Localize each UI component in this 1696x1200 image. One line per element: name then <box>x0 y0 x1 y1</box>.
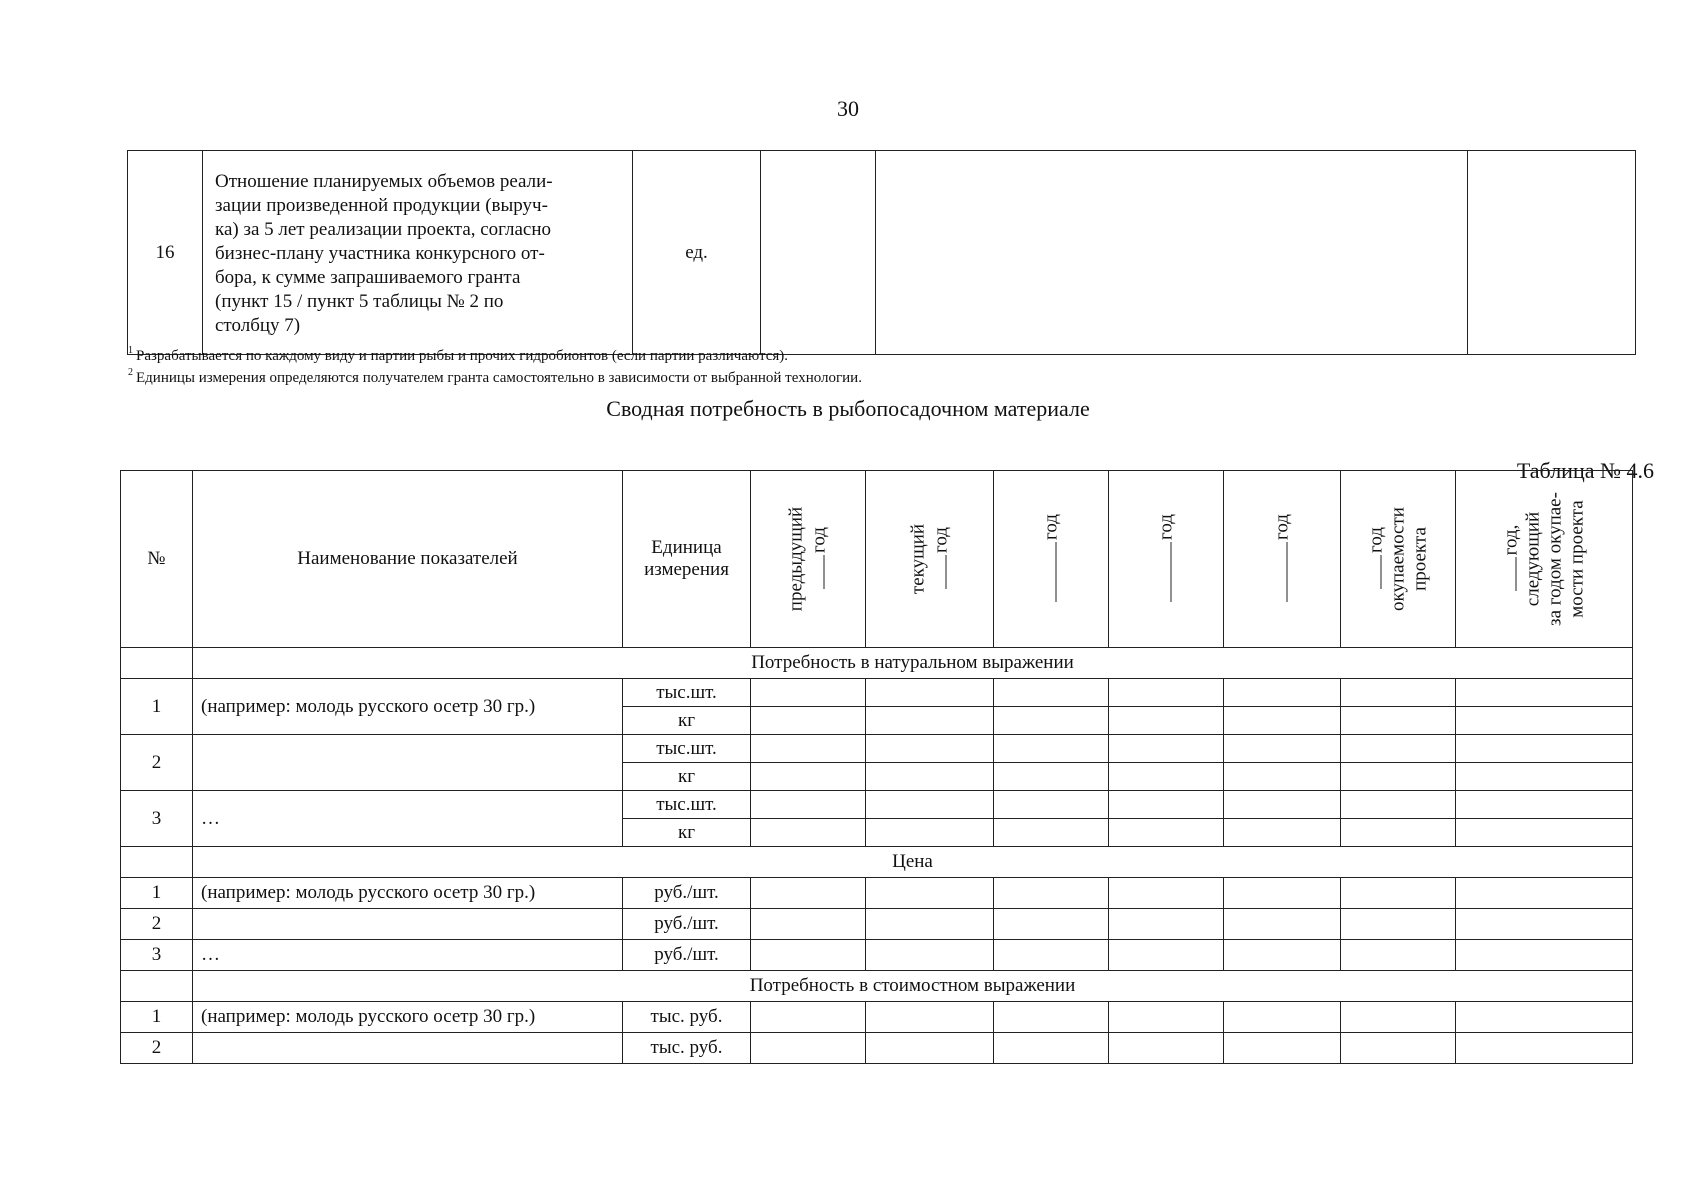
table-row <box>121 679 1633 707</box>
blank-line <box>1365 555 1382 589</box>
value-cell <box>1456 1033 1633 1064</box>
row-number: 16 <box>128 151 203 355</box>
header-text: год <box>808 527 830 553</box>
value-cell <box>751 735 866 763</box>
value-cell <box>1224 1033 1341 1064</box>
row-unit: тыс.шт. <box>623 735 751 763</box>
header-text: год <box>1365 527 1387 553</box>
header-unit <box>623 471 751 648</box>
row-unit: тыс. руб. <box>623 1002 751 1033</box>
header-text: следующий <box>1522 511 1544 607</box>
row-number: 3 <box>121 940 193 971</box>
row-name: … <box>193 791 623 847</box>
value-cell <box>994 878 1109 909</box>
indicator-table-continued <box>127 150 1636 355</box>
header-text: предыдущий <box>785 506 807 612</box>
value-cell <box>866 819 994 847</box>
value-cell <box>1456 909 1633 940</box>
value-cell <box>1341 707 1456 735</box>
section-label-cost: Потребность в стоимостном выражении <box>193 971 1633 1002</box>
value-cell <box>1109 707 1224 735</box>
description-line: ка) за 5 лет реализации проекта, согласно <box>215 218 552 240</box>
row-number: 2 <box>121 735 193 791</box>
header-unit-line: Единица <box>651 537 722 558</box>
footnote-text: Единицы измерения определяются получателем гранта самостоятельно в зависимости от выбранной технологии. <box>136 370 862 386</box>
value-cell <box>1109 791 1224 819</box>
description-line: зации произведенной продукции (выруч- <box>215 194 548 216</box>
value-cell <box>994 679 1109 707</box>
header-year <box>1224 471 1341 648</box>
value-cell <box>866 791 994 819</box>
value-cell <box>866 909 994 940</box>
unit-cell: ед. <box>633 151 761 355</box>
header-unit-line: измерения <box>644 559 729 580</box>
value-cell <box>1341 679 1456 707</box>
footnote-text: Разрабатывается по каждому виду и партии рыбы и прочих гидробионтов (если партии различаются). <box>136 348 789 364</box>
value-cell <box>866 707 994 735</box>
value-cell <box>1109 940 1224 971</box>
table-label: Таблица № 4.6 <box>1516 458 1654 483</box>
empty-cell <box>761 151 876 355</box>
value-cell <box>1341 909 1456 940</box>
header-text: проекта <box>1409 527 1431 591</box>
section-row <box>121 971 1633 1002</box>
header-text: год <box>930 527 951 553</box>
value-cell <box>994 763 1109 791</box>
indicator-description <box>203 151 633 355</box>
value-cell <box>994 940 1109 971</box>
value-cell <box>866 735 994 763</box>
value-cell <box>1109 763 1224 791</box>
description-line: бора, к сумме запрашиваемого гранта <box>215 266 521 288</box>
header-name: Наименование показателей <box>193 471 623 648</box>
table-row <box>128 151 1636 355</box>
row-number: 2 <box>121 1033 193 1064</box>
fish-stock-demand-table <box>120 470 1633 1064</box>
value-cell <box>866 1002 994 1033</box>
value-cell <box>1456 1002 1633 1033</box>
section-row <box>121 847 1633 878</box>
row-unit: тыс.шт. <box>623 791 751 819</box>
table-row <box>121 878 1633 909</box>
value-cell <box>1341 735 1456 763</box>
value-cell <box>751 763 866 791</box>
header-number: № <box>121 471 193 648</box>
header-text: мости проекта <box>1566 500 1588 618</box>
section-label-natural: Потребность в натуральном выражении <box>193 648 1633 679</box>
description-line: (пункт 15 / пункт 5 таблицы № 2 по <box>215 290 504 312</box>
value-cell <box>1456 735 1633 763</box>
blank-line <box>929 555 946 589</box>
value-cell <box>1456 707 1633 735</box>
header-row <box>121 471 1633 648</box>
table-row <box>121 791 1633 819</box>
value-cell <box>1456 791 1633 819</box>
value-cell <box>1456 679 1633 707</box>
value-cell <box>1109 909 1224 940</box>
footnote-mark: 2 <box>128 367 133 378</box>
page-number: 30 <box>837 96 859 121</box>
description-line: столбцу 7) <box>215 314 301 336</box>
value-cell <box>1341 940 1456 971</box>
value-cell <box>994 819 1109 847</box>
empty-cell <box>121 847 193 878</box>
table-row <box>121 1033 1633 1064</box>
value-cell <box>751 940 866 971</box>
blank-line <box>1500 557 1517 591</box>
value-cell <box>751 679 866 707</box>
table-row <box>121 940 1633 971</box>
header-text: год <box>1271 514 1293 540</box>
header-text: год, <box>1500 524 1522 556</box>
value-cell <box>751 819 866 847</box>
value-cell <box>1341 791 1456 819</box>
value-cell <box>1109 819 1224 847</box>
blank-line <box>1271 542 1288 602</box>
value-cell <box>1224 707 1341 735</box>
value-cell <box>1341 1002 1456 1033</box>
row-unit: кг <box>623 763 751 791</box>
value-cell <box>1224 940 1341 971</box>
table-row <box>121 1002 1633 1033</box>
value-cell <box>1341 1033 1456 1064</box>
value-cell <box>866 679 994 707</box>
header-next-year <box>1456 471 1633 648</box>
section-row <box>121 648 1633 679</box>
value-cell <box>1341 763 1456 791</box>
row-unit: руб./шт. <box>623 940 751 971</box>
value-cell <box>866 763 994 791</box>
row-unit: руб./шт. <box>623 909 751 940</box>
row-name: … <box>193 940 623 971</box>
row-unit: кг <box>623 819 751 847</box>
description-line: бизнес-плану участника конкурсного от- <box>215 242 545 264</box>
value-cell <box>1224 909 1341 940</box>
header-current-year <box>866 471 994 648</box>
empty-cell <box>876 151 1468 355</box>
value-cell <box>751 707 866 735</box>
empty-cell <box>121 971 193 1002</box>
row-name: (например: молодь русского осетр 30 гр.) <box>193 1002 623 1033</box>
value-cell <box>994 1002 1109 1033</box>
row-name: (например: молодь русского осетр 30 гр.) <box>193 878 623 909</box>
value-cell <box>1224 791 1341 819</box>
value-cell <box>1224 679 1341 707</box>
value-cell <box>1456 940 1633 971</box>
header-year <box>1109 471 1224 648</box>
value-cell <box>1109 735 1224 763</box>
value-cell <box>1109 679 1224 707</box>
header-text: за годом окупае- <box>1544 492 1566 626</box>
value-cell <box>1109 1033 1224 1064</box>
header-text: текущий <box>907 523 928 595</box>
table-row <box>121 909 1633 940</box>
row-name <box>193 735 623 791</box>
value-cell <box>751 1002 866 1033</box>
row-number: 1 <box>121 679 193 735</box>
header-text: окупаемости <box>1387 507 1409 611</box>
value-cell <box>751 878 866 909</box>
empty-cell <box>1468 151 1636 355</box>
header-text: год <box>1040 514 1062 540</box>
value-cell <box>751 791 866 819</box>
section-label-price: Цена <box>193 847 1633 878</box>
value-cell <box>994 735 1109 763</box>
row-unit: руб./шт. <box>623 878 751 909</box>
row-unit: тыс. руб. <box>623 1033 751 1064</box>
row-number: 1 <box>121 1002 193 1033</box>
blank-line <box>1040 542 1057 602</box>
description-line: Отношение планируемых объемов реали- <box>215 170 553 192</box>
table-row <box>121 735 1633 763</box>
row-name: (например: молодь русского осетр 30 гр.) <box>193 679 623 735</box>
value-cell <box>751 1033 866 1064</box>
row-number: 1 <box>121 878 193 909</box>
row-unit: кг <box>623 707 751 735</box>
header-year <box>994 471 1109 648</box>
value-cell <box>994 1033 1109 1064</box>
value-cell <box>1109 1002 1224 1033</box>
value-cell <box>994 791 1109 819</box>
header-payback-year <box>1341 471 1456 648</box>
value-cell <box>1109 878 1224 909</box>
value-cell <box>866 1033 994 1064</box>
value-cell <box>1456 819 1633 847</box>
row-number: 2 <box>121 909 193 940</box>
empty-cell <box>121 648 193 679</box>
value-cell <box>1224 735 1341 763</box>
value-cell <box>1224 1002 1341 1033</box>
value-cell <box>1224 878 1341 909</box>
footnote-1 <box>128 345 789 365</box>
value-cell <box>866 940 994 971</box>
footnote-mark: 1 <box>128 345 133 356</box>
value-cell <box>751 909 866 940</box>
row-unit: тыс.шт. <box>623 679 751 707</box>
value-cell <box>994 707 1109 735</box>
row-number: 3 <box>121 791 193 847</box>
value-cell <box>994 909 1109 940</box>
value-cell <box>1341 819 1456 847</box>
footnote-2 <box>128 367 862 387</box>
value-cell <box>1224 763 1341 791</box>
value-cell <box>1456 878 1633 909</box>
header-text: год <box>1155 514 1177 540</box>
value-cell <box>1456 763 1633 791</box>
value-cell <box>1224 819 1341 847</box>
value-cell <box>1341 878 1456 909</box>
section-title: Сводная потребность в рыбопосадочном материале <box>606 396 1090 421</box>
row-name <box>193 1033 623 1064</box>
header-prev-year <box>751 471 866 648</box>
blank-line <box>1155 542 1172 602</box>
value-cell <box>866 878 994 909</box>
blank-line <box>808 555 825 589</box>
row-name <box>193 909 623 940</box>
